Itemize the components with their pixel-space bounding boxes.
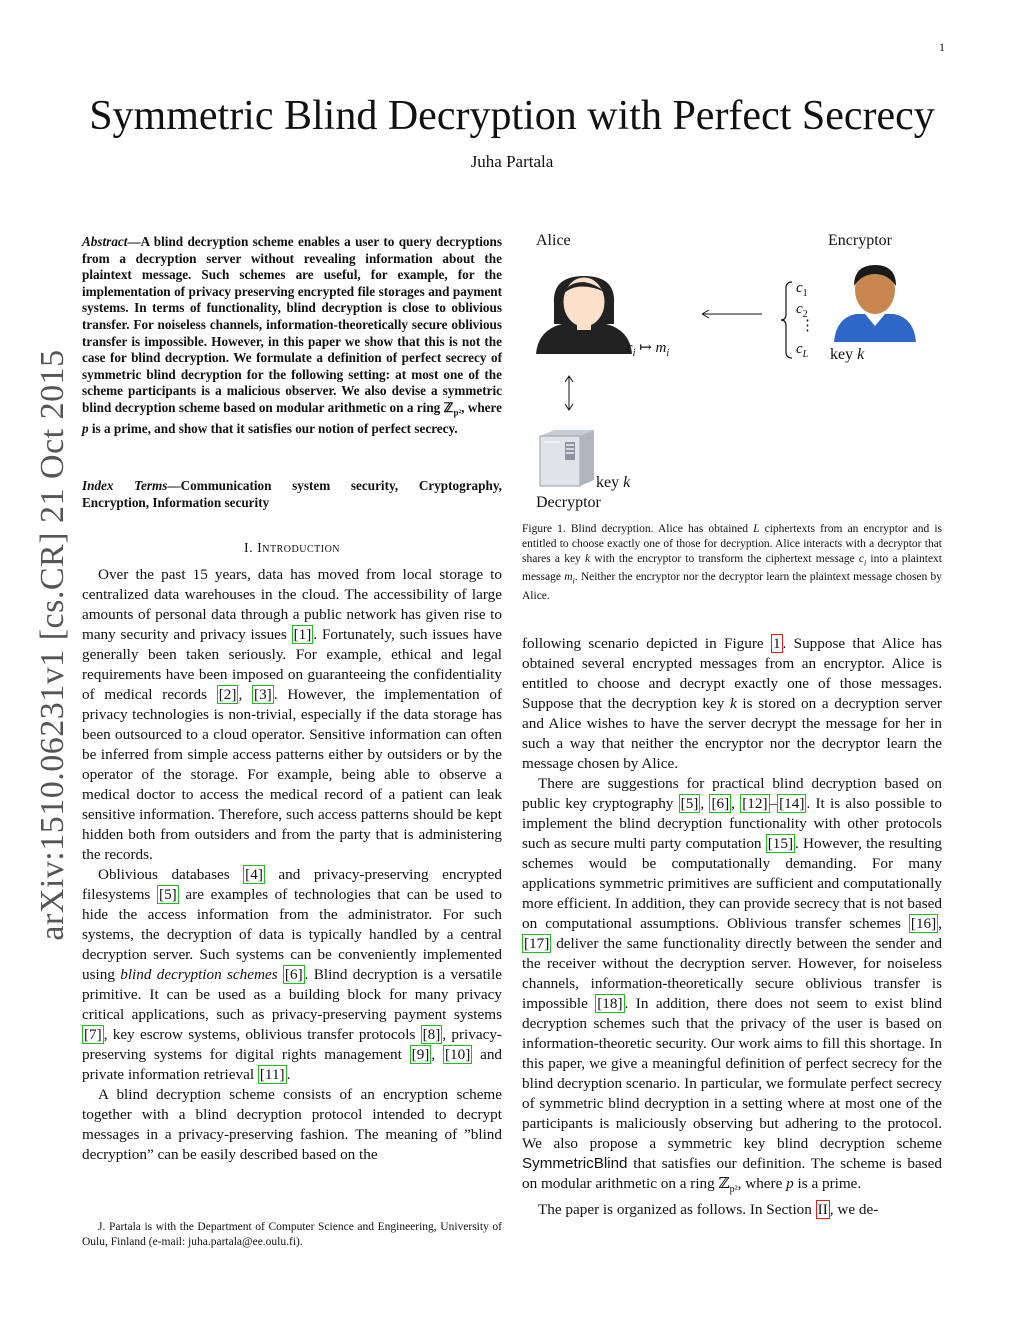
scheme-name: SymmetricBlind xyxy=(522,1155,628,1172)
citation-link[interactable]: [11] xyxy=(259,1066,285,1083)
left-arrow-icon xyxy=(700,308,764,320)
intro-paragraph-3: A blind decryption scheme consists of an encryption scheme together with a blind decryption protocol intended to decrypt messages in a privacy-preserving fashion. The meaning of ”blind decryption” can be easily described based on the xyxy=(82,1086,502,1163)
alice-avatar-icon xyxy=(534,272,634,354)
encryptor-avatar-icon xyxy=(832,262,918,342)
ciphertext-c1: $c_1$ xyxy=(796,280,808,299)
intro-paragraph-1: Over the past 15 years, data has moved from local storage to centralized data warehouses in the cloud. The accessibility of large amounts of personal data through a public network has given rise to many security and privacy issues [1] . Fortunately, such issues have generally been taken seriously. For example, ethical and legal requirements have been imposed on guaranteeing the confidentiality of medical records [2] , [3] . However, the implementation of privacy technologies is non-trivial, especially if the data storage has been outsourced to a cloud operator. Sensitive information can often be inferred from simple access patterns either by outsiders or by the operator of the storage. For example, being able to observe a medical doctor to access the medical record of a patient can leak sensitive information. Therefore, such access patterns should be kept hidden both from outsiders and from the party that is administering the records. xyxy=(82,566,503,863)
section-reference-link[interactable]: II xyxy=(817,1201,828,1219)
abstract-text: , where xyxy=(461,399,502,415)
paper-title: Symmetric Blind Decryption with Perfect Secrecy xyxy=(89,93,935,139)
right-column-body xyxy=(522,634,942,1220)
citation-link[interactable]: [18] xyxy=(597,995,623,1012)
figure-1-caption: Figure 1. Blind decryption. Alice has obtained L ciphertexts from an encryptor and is entitled to choose exactly one of those for decryption. Alice interacts with a decryptor that shares a key k with the encryptor to transform the ciphertext message $c_i$ into a plaintext message $m_i$. Neither the encryptor nor the decryptor learn the plaintext message chosen by Alice. xyxy=(522,523,943,602)
citation-link[interactable]: [3] xyxy=(254,686,272,703)
abstract xyxy=(82,234,502,438)
intro-paragraph-2: Oblivious databases [4] and privacy-preserving encrypted filesystems [5] are examples of technologies that can be used to hide the access information from the administrator. For such systems, the decryption of data is typically handled by a central decryption server. Such systems can be conveniently implemented using blind decryption schemes [6] . Blind decryption is a versatile primitive. It can be used as a building block for many privacy critical applications, such as privacy-preserving payment systems [7] , key escrow systems, oblivious transfer protocols [8] , privacy-preserving systems for digital rights management [9] , [10] and private information retrieval [11] . xyxy=(82,866,503,1083)
section-number: I. xyxy=(243,541,258,556)
index-terms xyxy=(82,478,502,511)
figure-label-encryptor: Encryptor xyxy=(828,232,892,249)
ciphertext-c2: $c_2$ xyxy=(796,301,808,320)
citation-link[interactable]: [4] xyxy=(245,866,263,883)
citation-link[interactable]: [14] xyxy=(779,795,805,812)
author-name: Juha Partala xyxy=(470,152,554,171)
figure-1 xyxy=(522,228,942,518)
ciphertext-cL: $c_L$ xyxy=(796,341,809,360)
citation-link[interactable]: [6] xyxy=(711,795,730,812)
citation-link[interactable]: [12] xyxy=(742,795,768,812)
section-name: Introduction xyxy=(257,541,341,556)
citation-link[interactable]: [1] xyxy=(293,626,312,643)
figure-label-decryptor: Decryptor xyxy=(536,494,601,511)
section-heading-introduction xyxy=(82,541,502,557)
citation-link[interactable]: [10] xyxy=(444,1046,471,1063)
right-paragraph-3: The paper is organized as follows. In Section II , we de- xyxy=(538,1201,879,1219)
citation-link[interactable]: [16] xyxy=(910,915,937,932)
index-terms-label: Index Terms xyxy=(82,478,168,493)
citation-link[interactable]: [17] xyxy=(524,935,550,952)
citation-link[interactable]: [7] xyxy=(84,1026,102,1043)
arxiv-identifier: arXiv:1510.06231v1 [cs.CR] 21 Oct 2015 xyxy=(34,349,71,941)
encryptor-key-label: key k xyxy=(830,346,865,363)
citation-link[interactable]: [15] xyxy=(767,835,794,852)
ring-symbol: ℤ$_{p^2}$ xyxy=(443,399,462,418)
citation-link[interactable]: [6] xyxy=(284,966,303,983)
citation-link[interactable]: [2] xyxy=(218,686,237,703)
author-footnote: J. Partala is with the Department of Computer Science and Engineering, University of Oulu, Finland (e-mail: juha.partala@ee.oulu.fi). xyxy=(82,1221,502,1248)
citation-link[interactable]: [5] xyxy=(680,795,699,812)
server-icon xyxy=(538,428,596,488)
bidirectional-arrow-icon xyxy=(562,374,576,412)
caption-label: Figure 1. xyxy=(522,523,566,535)
abstract-text: —A blind decryption scheme enables a user to query decryptions from a decryption server without revealing information about the plaintext message. Such schemes are useful, for example, for the implementation of privacy preserving encrypted file storages and payment systems. In terms of functionality, blind decryption is close to oblivious transfer. For noiseless channels, information-theoretically secure oblivious transfer is impossible. However, in this paper we show that this is not the case for blind decryption. We formulate a definition of perfect secrecy of symmetric blind decryption for the following setting: at most one of the scheme participants is a malicious observer. We also devise a symmetric blind decryption scheme based on modular arithmetic on a ring xyxy=(82,234,502,415)
right-paragraph-1: following scenario depicted in Figure 1 . Suppose that Alice has obtained several encrypted messages from an encryptor. Alice is entitled to choose and decrypt exactly one of those messages. Suppose that the decryption key k is stored on a decryption server and Alice wishes to have the server decrypt the message for her in such a way that neither the encryptor nor the decryptor learn the message chosen by Alice. xyxy=(522,635,942,772)
page-number: 1 xyxy=(939,40,945,54)
decryptor-key-label: key k xyxy=(596,474,631,491)
math-p: p xyxy=(82,421,89,437)
vertical-dots: ⋮ xyxy=(800,318,815,334)
ring-symbol: ℤ$_{p^2}$ xyxy=(718,1175,738,1196)
figure-reference-link[interactable]: 1 xyxy=(772,635,781,652)
citation-link[interactable]: [5] xyxy=(159,886,177,903)
citation-link[interactable]: [9] xyxy=(411,1046,430,1063)
citation-link[interactable]: [8] xyxy=(422,1026,441,1043)
left-column-body xyxy=(82,565,502,1165)
left-brace-icon xyxy=(780,280,794,360)
figure-label-alice: Alice xyxy=(536,232,571,249)
emphasis: blind decryption schemes xyxy=(120,966,278,983)
decryption-mapping: $c_i$ ↦ $m_i$ xyxy=(626,340,670,359)
abstract-label: Abstract xyxy=(82,234,128,249)
right-paragraph-2: There are suggestions for practical blind decryption based on public key cryptography [5] , [6] , [12] – [14] . It is also possible to implement the blind decryption functionality with other protocols such as secure multi party computation [15] . However, the resulting schemes would be computationally demanding. For many applications symmetric primitives are sufficient and computationally more efficient. In addition, they can provide secrecy that is not based on computational assumptions. Oblivious transfer schemes [16] , [17] deliver the same functionality directly between the sender and the receiver without the decryption server. However, for noiseless channels, information-theoretically secure oblivious transfer is impossible [18] . In addition, there does not seem to exist blind decryption schemes such that the privacy of the user is based on information-theoretic security. Our work aims to fill this shortage. In this paper, we give a meaningful definition of perfect secrecy for the blind decryption scenario. In particular, we formulate perfect secrecy of symmetric blind decryption in a setting where at most one of the participants is maliciously observing but adhering to the protocol. We also propose a symmetric key blind decryption scheme SymmetricBlind that satisfies our definition. The scheme is based on modular arithmetic on a ring ℤ$_{p^2}$, where p is a prime. xyxy=(522,775,943,1196)
abstract-text: is a prime, and show that it satisfies our notion of perfect secrecy. xyxy=(88,421,458,437)
index-terms-text: —Communication system security, Cryptography, Encryption, Information security xyxy=(82,478,502,510)
